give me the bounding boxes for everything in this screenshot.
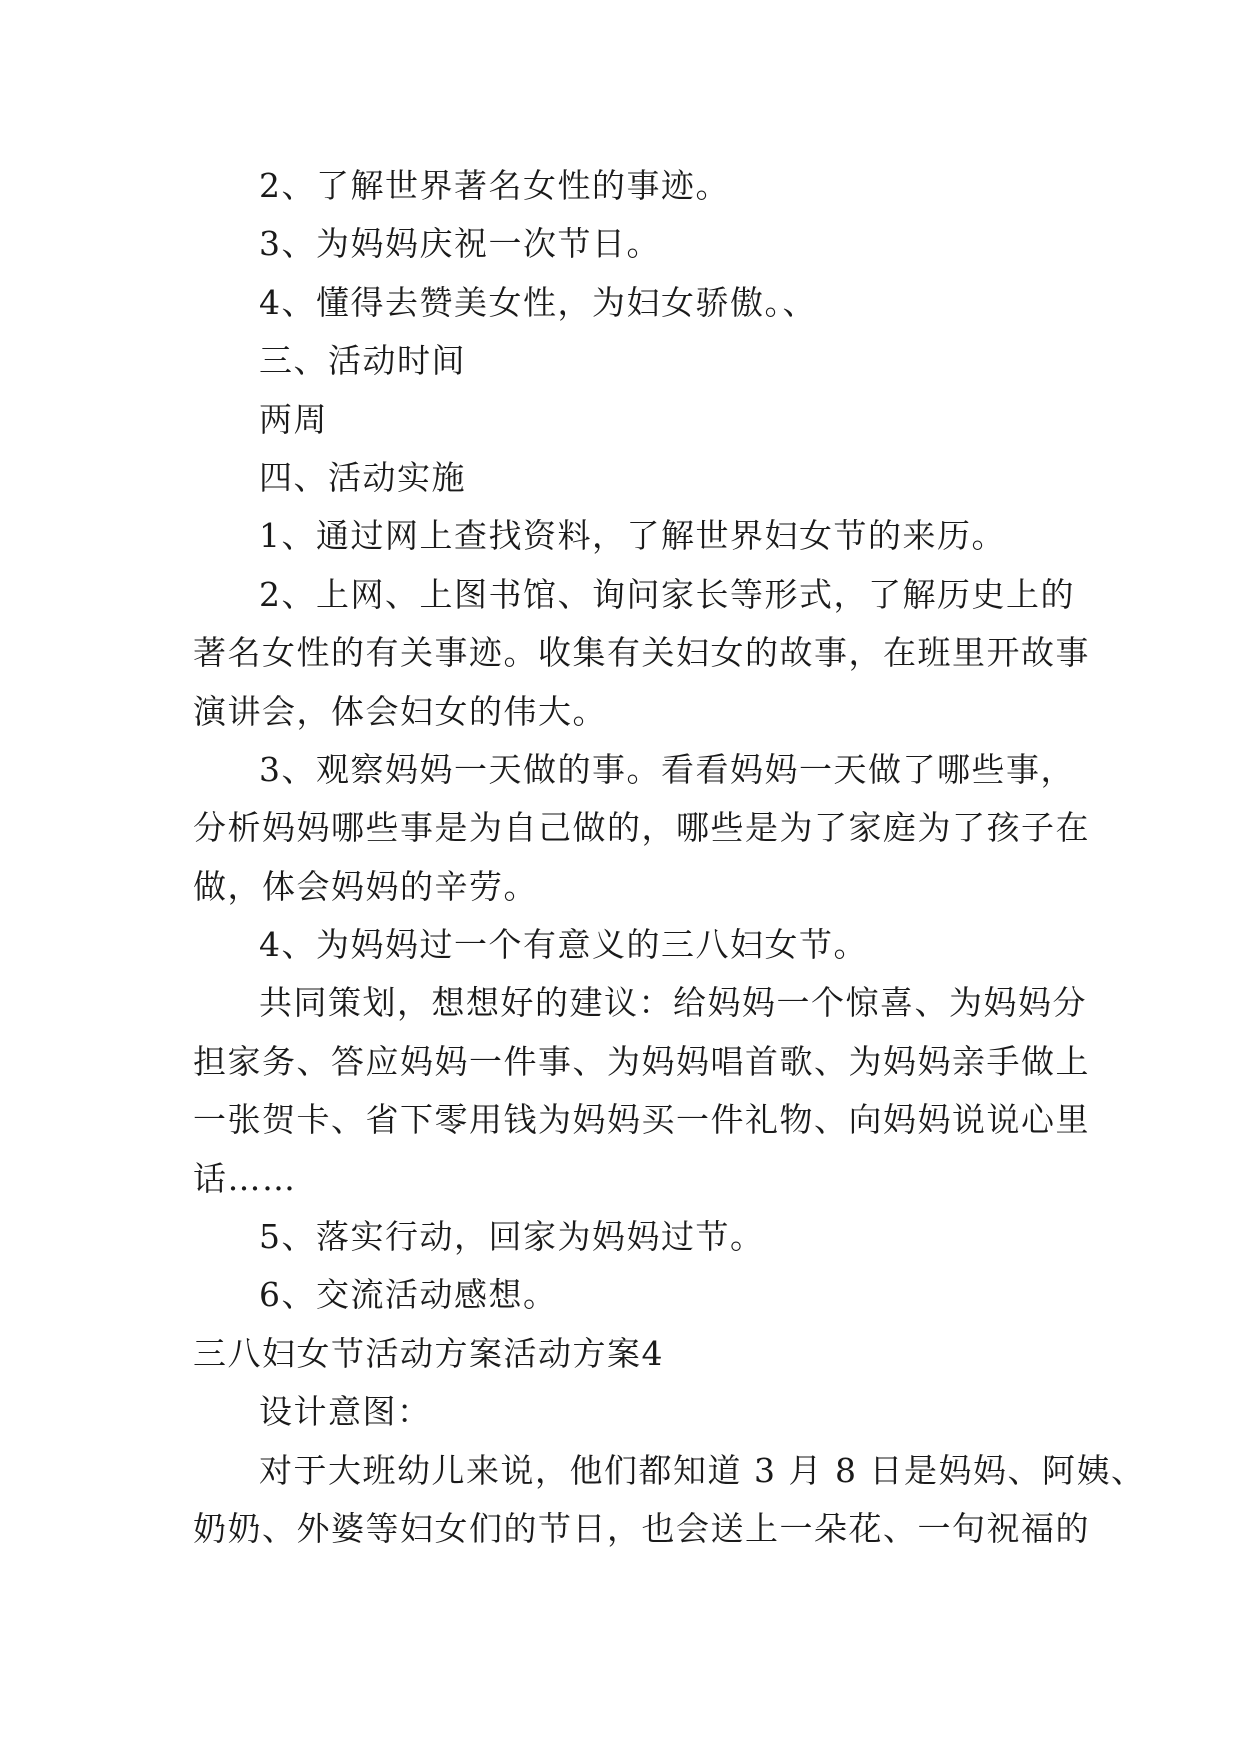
document-body [193,157,1146,1558]
text-line: 奶奶、外婆等妇女们的节日，也会送上一朵花、一句祝福的 [193,1508,1090,1548]
text-line: 四、活动实施 [259,457,466,497]
text-line: 做，体会妈妈的辛劳。 [193,866,538,906]
text-line: 三八妇女节活动方案活动方案4 [193,1333,664,1373]
text-line: 2、上网、上图书馆、询问家长等形式，了解历史上的 [259,574,1075,614]
text-line: 4、懂得去赞美女性，为妇女骄傲。、 [259,282,817,322]
text-line: 3、为妈妈庆祝一次节日。 [259,224,661,264]
text-line: 两周 [259,399,328,439]
text-line: 一张贺卡、省下零用钱为妈妈买一件礼物、向妈妈说说心里 [193,1100,1090,1140]
text-line: 著名女性的有关事迹。收集有关妇女的故事，在班里开故事 [193,633,1090,673]
text-line: 2、了解世界著名女性的事迹。 [259,166,730,205]
text-line: 担家务、答应妈妈一件事、为妈妈唱首歌、为妈妈亲手做上 [193,1041,1090,1081]
text-line: 4、为妈妈过一个有意义的三八妇女节。 [259,925,868,965]
text-line: 对于大班幼儿来说，他们都知道 3 月 8 日是妈妈、阿姨、 [259,1450,1146,1490]
text-line: 5、落实行动，回家为妈妈过节。 [259,1217,765,1257]
text-line: 话…… [193,1158,297,1198]
text-line: 设计意图： [259,1392,432,1432]
text-line: 分析妈妈哪些事是为自己做的，哪些是为了家庭为了孩子在 [193,808,1090,848]
text-line: 三、活动时间 [259,341,466,381]
text-line: 演讲会，体会妇女的伟大。 [193,691,607,731]
text-line: 6、交流活动感想。 [259,1275,558,1315]
text-line: 1、通过网上查找资料，了解世界妇女节的来历。 [259,516,1006,556]
text-line: 共同策划，想想好的建议：给妈妈一个惊喜、为妈妈分 [259,983,1087,1023]
text-line: 3、观察妈妈一天做的事。看看妈妈一天做了哪些事， [259,749,1075,789]
